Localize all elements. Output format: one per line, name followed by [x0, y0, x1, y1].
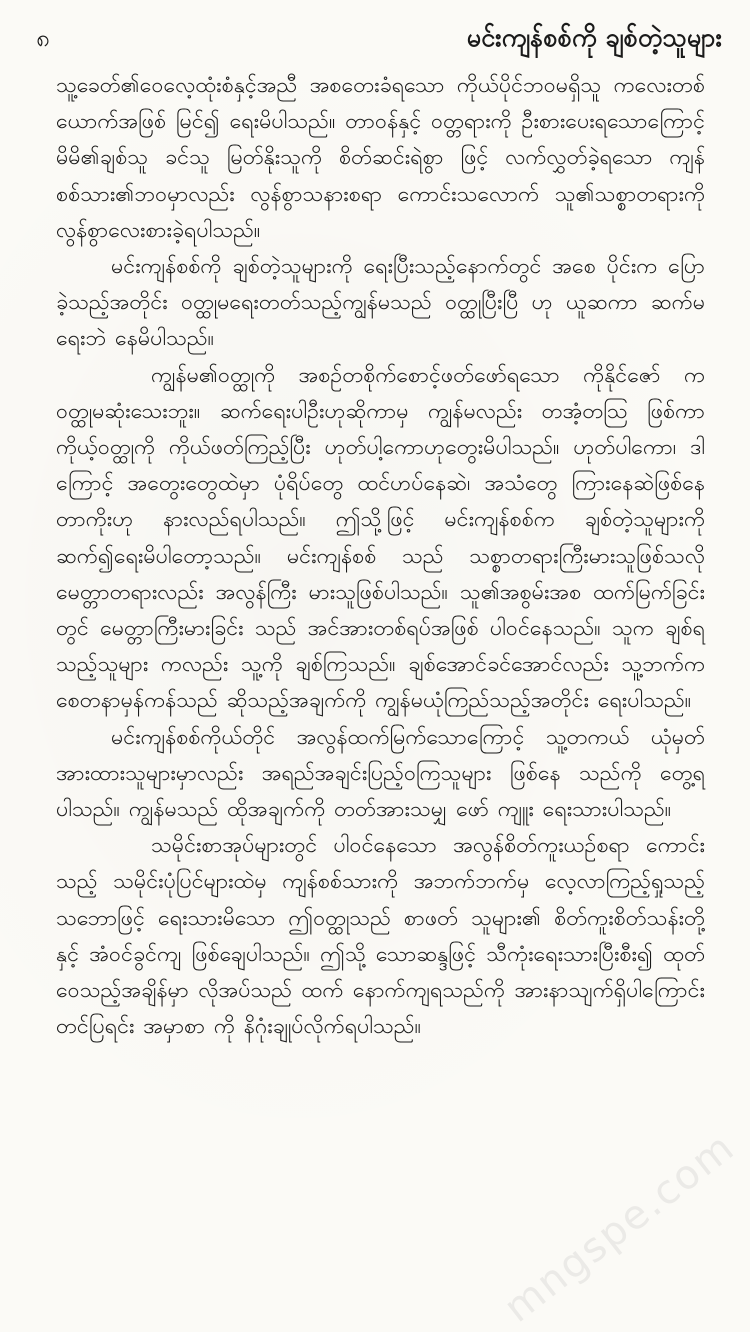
watermark: mngspe.com: [496, 1123, 744, 1332]
page-header: [28, 18, 722, 58]
body-text: [56, 68, 705, 1045]
running-title: မင်းကျန်စစ်ကို ချစ်တဲ့သူများ: [466, 23, 722, 52]
paragraph-3: ကျွန်မ၏ဝတ္ထုကို အစဉ်တစိုက်စောင့်ဖတ်ဖော်ရသော ကိုနိုင်ဇော် က ဝတ္ထုမဆုံးသေးဘူး။ ဆက်ရေးပါဦးဟုဆိုကာမှ ကျွန်မလည်း တအံ့တသြ ဖြစ်ကာ ကိုယ့်ဝတ္ထုကို ကိုယ်ဖတ်ကြည့်ပြီး ဟုတ်ပါ့ကောဟုတွေးမိပါသည်။ ဟုတ်ပါကော၊ ဒါကြောင့် အတွေးတွေထဲမှာ ပုံရိပ်တွေ ထင်ဟပ်နေဆဲ၊ အသံတွေ ကြားနေဆဲဖြစ်နေတာကိုးဟု နားလည်ရပါသည်။ ဤသို့ဖြင့် မင်းကျန်စစ်က ချစ်တဲ့သူများကို ဆက်၍ရေးမိပါတော့သည်။ မင်းကျန်စစ် သည် သစ္စာတရားကြီးမားသူဖြစ်သလို မေတ္တာတရားလည်း အလွန်ကြီး မားသူဖြစ်ပါသည်။ သူ၏အစွမ်းအစ ထက်မြက်ခြင်းတွင် မေတ္တာကြီးမားခြင်း သည် အင်အားတစ်ရပ်အဖြစ် ပါဝင်နေသည်။ သူက ချစ်ရသည့်သူများ ကလည်း သူ့ကို ချစ်ကြသည်။ ချစ်အောင်ခင်အောင်လည်း သူ့ဘက်က စေတနာမှန်ကန်သည် ဆိုသည့်အချက်ကို ကျွန်မယုံကြည်သည့်အတိုင်း ရေးပါသည်။: [56, 362, 705, 714]
paragraph-1: သူ့ခေတ်၏ဝေလေ့ထုံးစံနှင့်အညီ အစတေးခံရသော ကိုယ်ပိုင်ဘဝမရှိသူ ကလေးတစ်ယောက်အဖြစ် မြင်၍ ရေးမိပါသည်။ တာဝန်နှင့် ဝတ္တရားကို ဦးစားပေးရသောကြောင့် မိမိ၏ချစ်သူ ခင်သူ မြတ်နိုးသူကို စိတ်ဆင်းရဲစွာ ဖြင့် လက်လွှတ်ခဲ့ရသော ကျန်စစ်သား၏ဘဝမှာလည်း လွန်စွာသနားစရာ ကောင်းသလောက် သူ၏သစ္စာတရားကို လွန်စွာလေးစားခဲ့ရပါသည်။: [56, 73, 705, 243]
paragraph-4: မင်းကျန်စစ်ကိုယ်တိုင် အလွန်ထက်မြက်သောကြောင့် သူ့တကယ် ယုံမှတ်အားထားသူများမှာလည်း အရည်အချင်းပြည့်ဝကြသူများ ဖြစ်နေ သည်ကို တွေ့ရပါသည်။ ကျွန်မသည် ထိုအချက်ကို တတ်အားသမျှ ဖော် ကျူး ရေးသားပါသည်။: [56, 724, 705, 823]
paragraph-5: သမိုင်းစာအုပ်များတွင် ပါဝင်နေသော အလွန်စိတ်ကူးယဉ်စရာ ကောင်းသည့် သမိုင်းပုံပြင်များထဲမှ ကျန်စစ်သားကို အဘက်ဘက်မှ လေ့လာကြည့်ရှုသည့် သဘောဖြင့် ရေးသားမိသော ဤဝတ္ထုသည် စာဖတ် သူများ၏ စိတ်ကူးစိတ်သန်းတို့နှင့် အံဝင်ခွင်ကျ ဖြစ်ချေပါသည်။ ဤသို့ သောဆန္ဒဖြင့် သီကုံးရေးသားပြီးစီး၍ ထုတ်ဝေသည့်အချိန်မှာ လိုအပ်သည် ထက် နောက်ကျရသည်ကို အားနာသျက်ရှိပါကြောင်း တင်ပြရင်း အမှာစာ ကို နိဂုံးချုပ်လိုက်ရပါသည်။: [56, 833, 705, 1040]
page-number: ၈: [36, 24, 50, 52]
paragraph-2: မင်းကျန်စစ်ကို ချစ်တဲ့သူများကို ရေးပြီးသည့်နောက်တွင် အစေ ပိုင်းက ပြောခဲ့သည့်အတိုင်း ဝတ္ထုမရေးတတ်သည့်ကျွန်မသည် ဝတ္ထုပြီးပြီ ဟု ယူဆကာ ဆက်မရေးဘဲ နေမိပါသည်။: [56, 254, 705, 352]
